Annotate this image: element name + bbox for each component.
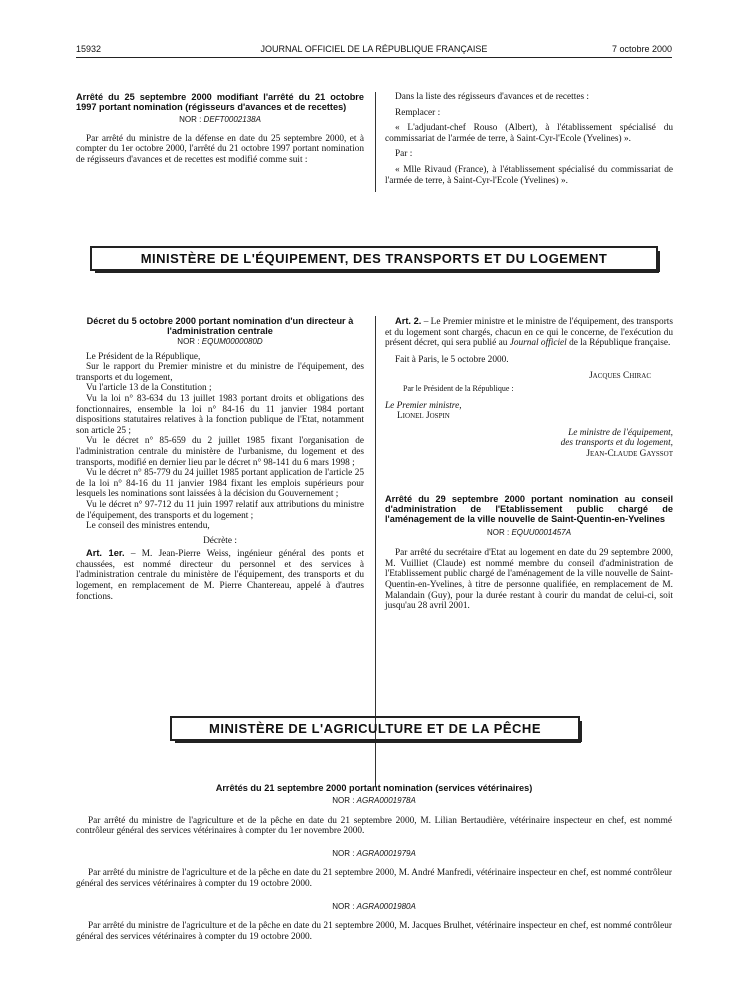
nor-code: AGRA0001980A (356, 901, 416, 911)
saint-quentin-nor (385, 528, 673, 539)
defense-right-column (385, 92, 673, 186)
agriculture-item-1: Par arrêté du ministre de l'agriculture et de la pêche en date du 21 septembre 2000, M. Lilian Bertaudière, vétérinaire inspecteur en chef, est nommé contrôleur général des services vétérinaires à compter du 1er novembre 2000. (76, 815, 672, 837)
minister-name: Jean-Claude Gayssot (586, 448, 673, 459)
pm-title: Le Premier ministre, (385, 400, 462, 411)
defense-list-intro: Dans la liste des régisseurs d'avances et de recettes : (395, 92, 589, 102)
journal-title: JOURNAL OFFICIEL DE LA RÉPUBLIQUE FRANÇAISE (260, 44, 488, 54)
saint-quentin-title: Arrêté du 29 septembre 2000 portant nomination au conseil d'administration de l'Etablissement public chargé de l'aménagement de la ville nouvelle de Saint-Quentin-en-Yvelines (385, 493, 673, 524)
nor-label: NOR : (332, 901, 355, 911)
minister-title-line-2: des transports et du logement, (560, 438, 673, 449)
decret-para: Vu le décret n° 97-712 du 11 juin 1997 relatif aux attributions du ministre de l'équipement, des transports et du logement ; (76, 499, 364, 521)
decret-para: Vu le décret n° 85-779 du 24 juillet 1985 portant application de l'article 25 de la loi n° 84-16 du 11 janvier 1984 fixant les emplois supérieurs pour lesquels les nominations sont laissées à la décision du Gouvernement ; (76, 468, 364, 500)
agriculture-item-2: Par arrêté du ministre de l'agriculture et de la pêche en date du 21 septembre 2000, M. André Manfredi, vétérinaire inspecteur en chef, est nommé contrôleur général des services vétérinaires à compter du 19 octobre 2000. (76, 868, 672, 889)
ministry-heading-equipement: MINISTÈRE DE L'ÉQUIPEMENT, DES TRANSPORTS ET DU LOGEMENT (90, 246, 658, 271)
decret-para: Vu l'article 13 de la Constitution ; (86, 383, 212, 394)
nor-label: NOR : (177, 337, 200, 346)
decret-para: Sur le rapport du Premier ministre et du ministre de l'équipement, des transports et du logement, (76, 362, 364, 383)
defense-new-entry: « Mlle Rivaud (France), à l'établissement spécialisé du commissariat de l'armée de terre, à Saint-Cyr-l'Ecole (Yvelines) ». (385, 164, 673, 186)
nor-label: NOR : (332, 796, 355, 805)
nor-code: AGRA0001978A (356, 796, 416, 805)
defense-replace-label: Remplacer : (395, 107, 441, 118)
signer-president: Jacques Chirac (589, 371, 651, 382)
defense-left-column (76, 92, 364, 165)
article-2-text: – Le Premier ministre et le ministre de l'équipement, des transports et du logement sont chargés, chacun en ce qui le concerne, de l'exécution du présent décret, qui sera publié au (385, 317, 673, 349)
page-header (76, 44, 672, 56)
decret-left-column (76, 316, 364, 602)
issue-date: 7 octobre 2000 (611, 44, 672, 54)
nor-code: EQUM0000080D (201, 337, 263, 346)
nor-label: NOR : (332, 848, 355, 858)
decret-title: Décret du 5 octobre 2000 portant nomination d'un directeur à l'administration centrale (86, 316, 354, 336)
decret-para: Le conseil des ministres entendu, (86, 521, 210, 532)
decret-article-2 (385, 316, 673, 349)
defense-title: Arrêté du 25 septembre 2000 modifiant l'arrêté du 21 octobre 1997 portant nomination (régisseurs d'avances et de recettes) (76, 92, 364, 112)
nor-code: AGRA0001979A (356, 848, 416, 858)
header-rule (76, 57, 672, 58)
nor-label: NOR : (179, 115, 202, 124)
decret-article-1 (76, 548, 364, 602)
nor-code: EQUU0001457A (511, 527, 572, 537)
ministry-heading-agriculture: MINISTÈRE DE L'AGRICULTURE ET DE LA PÊCHE (170, 716, 580, 741)
pm-name: Lionel Jospin (397, 411, 450, 422)
agriculture-nor-1 (76, 796, 672, 807)
article-1-text: – M. Jean-Pierre Weiss, ingénieur général des ponts et chaussées, est nommé directeur du personnel et des services à l'administration centrale du ministère de l'équipement, des transports et du logement, en remplacement de M. Pierre Chantereau, appelé à d'autres fonctions. (76, 549, 364, 602)
defense-par-label: Par : (395, 149, 413, 160)
agriculture-item-3: Par arrêté du ministre de l'agriculture et de la pêche en date du 21 septembre 2000, M. Jacques Brulhet, vétérinaire inspecteur en chef, est nommé contrôleur général des services vétérinaires à compter du 19 octobre 2000. (76, 921, 672, 942)
decret-para: Vu la loi n° 83-634 du 13 juillet 1983 portant droits et obligations des fonctionnaires, ensemble la loi n° 84-16 du 11 janvier 1984 portant dispositions statutaires relatives à la fonction publique de l'Etat, notamment son article 25 ; (76, 393, 364, 436)
article-2-end: de la République française. (566, 338, 671, 349)
article-1-label: Art. 1er. (86, 548, 125, 559)
nor-code: DEFT0002138A (203, 115, 261, 124)
agriculture-nor-2 (76, 849, 672, 860)
decret-para: Vu le décret n° 85-659 du 2 juillet 1985 fixant l'organisation de l'administration centrale du ministère de l'urbanisme, du logement et des transports, modifié en dernier lieu par le décret n° 98-141 du 6 mars 1998 ; (76, 436, 364, 468)
agriculture-nor-3 (76, 902, 672, 913)
agriculture-title: Arrêtés du 21 septembre 2000 portant nomination (services vétérinaires) (215, 783, 533, 793)
fait-a-paris: Fait à Paris, le 5 octobre 2000. (395, 354, 509, 365)
defense-body: Par arrêté du ministre de la défense en date du 25 septembre 2000, et à compter du 1er octobre 2000, l'arrêté du 21 octobre 1997 portant nomination de régisseurs d'avances et de recettes est modifié comme suit : (76, 133, 364, 165)
arrete-saint-quentin (385, 494, 673, 612)
decret-para: Le Président de la République, (86, 351, 201, 362)
defense-nor (76, 115, 364, 126)
decret-nor (76, 337, 364, 348)
agriculture-section (76, 783, 672, 942)
par-le-president: Par le Président de la République : (403, 383, 514, 393)
saint-quentin-body: Par arrêté du secrétaire d'Etat au logement en date du 29 septembre 2000, M. Vuilliet (Claude) est nommé membre du conseil d'administration de l'Etablissement public chargé de l'aménagement de la ville nouvelle de Saint-Quentin-en-Yvelines, à titre de personne qualifiée, en remplacement de M. Malandain (Guy), pour la durée restant à courir du mandat de celui-ci, soit jusqu'au 28 avril 2001. (385, 548, 673, 612)
column-rule (375, 92, 376, 192)
decret-right-column (385, 316, 673, 612)
defense-old-entry: « L'adjudant-chef Rouso (Albert), à l'établissement spécialisé du commissariat de l'armée de terre, à Saint-Cyr-l'Ecole (Yvelines) ». (385, 123, 673, 144)
page-number: 15932 (76, 44, 102, 54)
journal-officiel-ref: Journal officiel (509, 338, 567, 349)
minister-title-line-1: Le ministre de l'équipement, (568, 427, 673, 438)
nor-label: NOR : (486, 527, 510, 537)
decrete-label: Décrète : (203, 535, 237, 546)
article-2-label: Art. 2. (395, 316, 422, 326)
